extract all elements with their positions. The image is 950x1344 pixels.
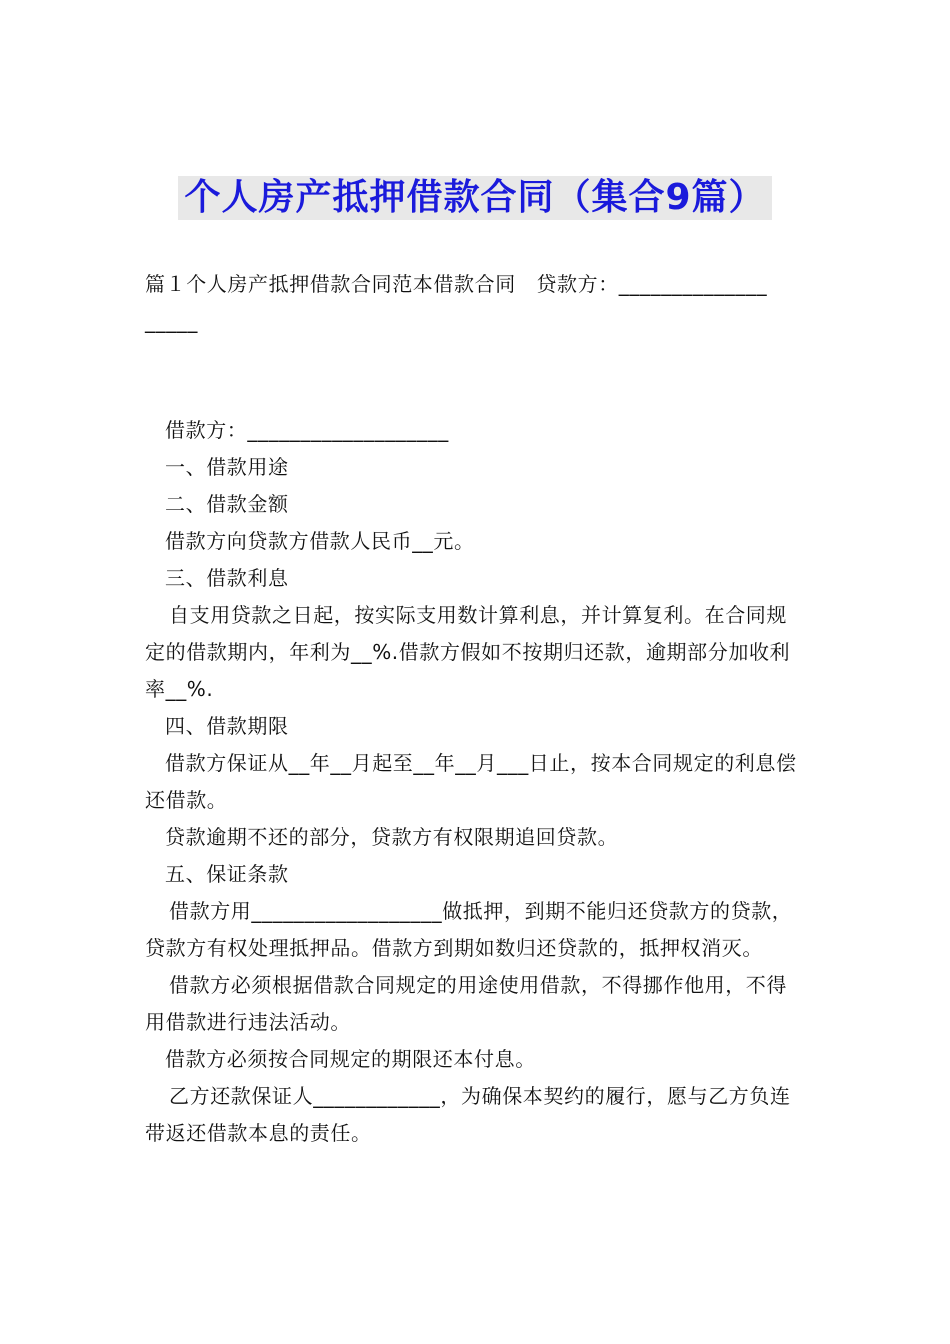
term-paragraph: 借款方保证从__年__月起至__年__月___日止，按本合同规定的利息偿还借款。 — [145, 751, 797, 812]
amount-paragraph: 借款方向贷款方借款人民币__元。 — [165, 529, 475, 553]
repayment-paragraph: 借款方必须按合同规定的期限还本付息。 — [165, 1047, 536, 1071]
section-heading-term: 四、借款期限 — [165, 714, 289, 738]
title-container — [0, 176, 950, 220]
document-title: 个人房产抵押借款合同（集合9篇） — [178, 176, 771, 220]
section-heading-interest: 三、借款利息 — [165, 566, 289, 590]
borrower-line: 借款方：___________________ — [165, 418, 449, 442]
intro-line-2: _____ — [145, 309, 198, 333]
interest-paragraph: 自支用贷款之日起，按实际支用数计算利息，并计算复利。在合同规定的借款期内，年利为__%.借款方假如不按期归还款，逾期部分加收利率__%. — [145, 603, 791, 701]
intro-line-1: 篇１个人房产抵押借款合同范本借款合同 贷款方：______________ — [145, 272, 768, 296]
guarantor-paragraph: 乙方还款保证人____________，为确保本契约的履行，愿与乙方负连带返还借款本息的责任。 — [145, 1084, 791, 1145]
usage-paragraph: 借款方必须根据借款合同规定的用途使用借款，不得挪作他用，不得用借款进行违法活动。 — [145, 973, 787, 1034]
section-heading-purpose: 一、借款用途 — [165, 455, 289, 479]
section-heading-guarantee: 五、保证条款 — [165, 862, 289, 886]
intro-block — [145, 266, 807, 340]
collateral-paragraph: 借款方用__________________做抵押，到期不能归还贷款方的贷款，贷款方有权处理抵押品。借款方到期如数归还贷款的，抵押权消灭。 — [145, 899, 793, 960]
section-heading-amount: 二、借款金额 — [165, 492, 289, 516]
overdue-paragraph: 贷款逾期不还的部分，贷款方有权限期追回贷款。 — [165, 825, 619, 849]
contract-body — [145, 412, 807, 1152]
